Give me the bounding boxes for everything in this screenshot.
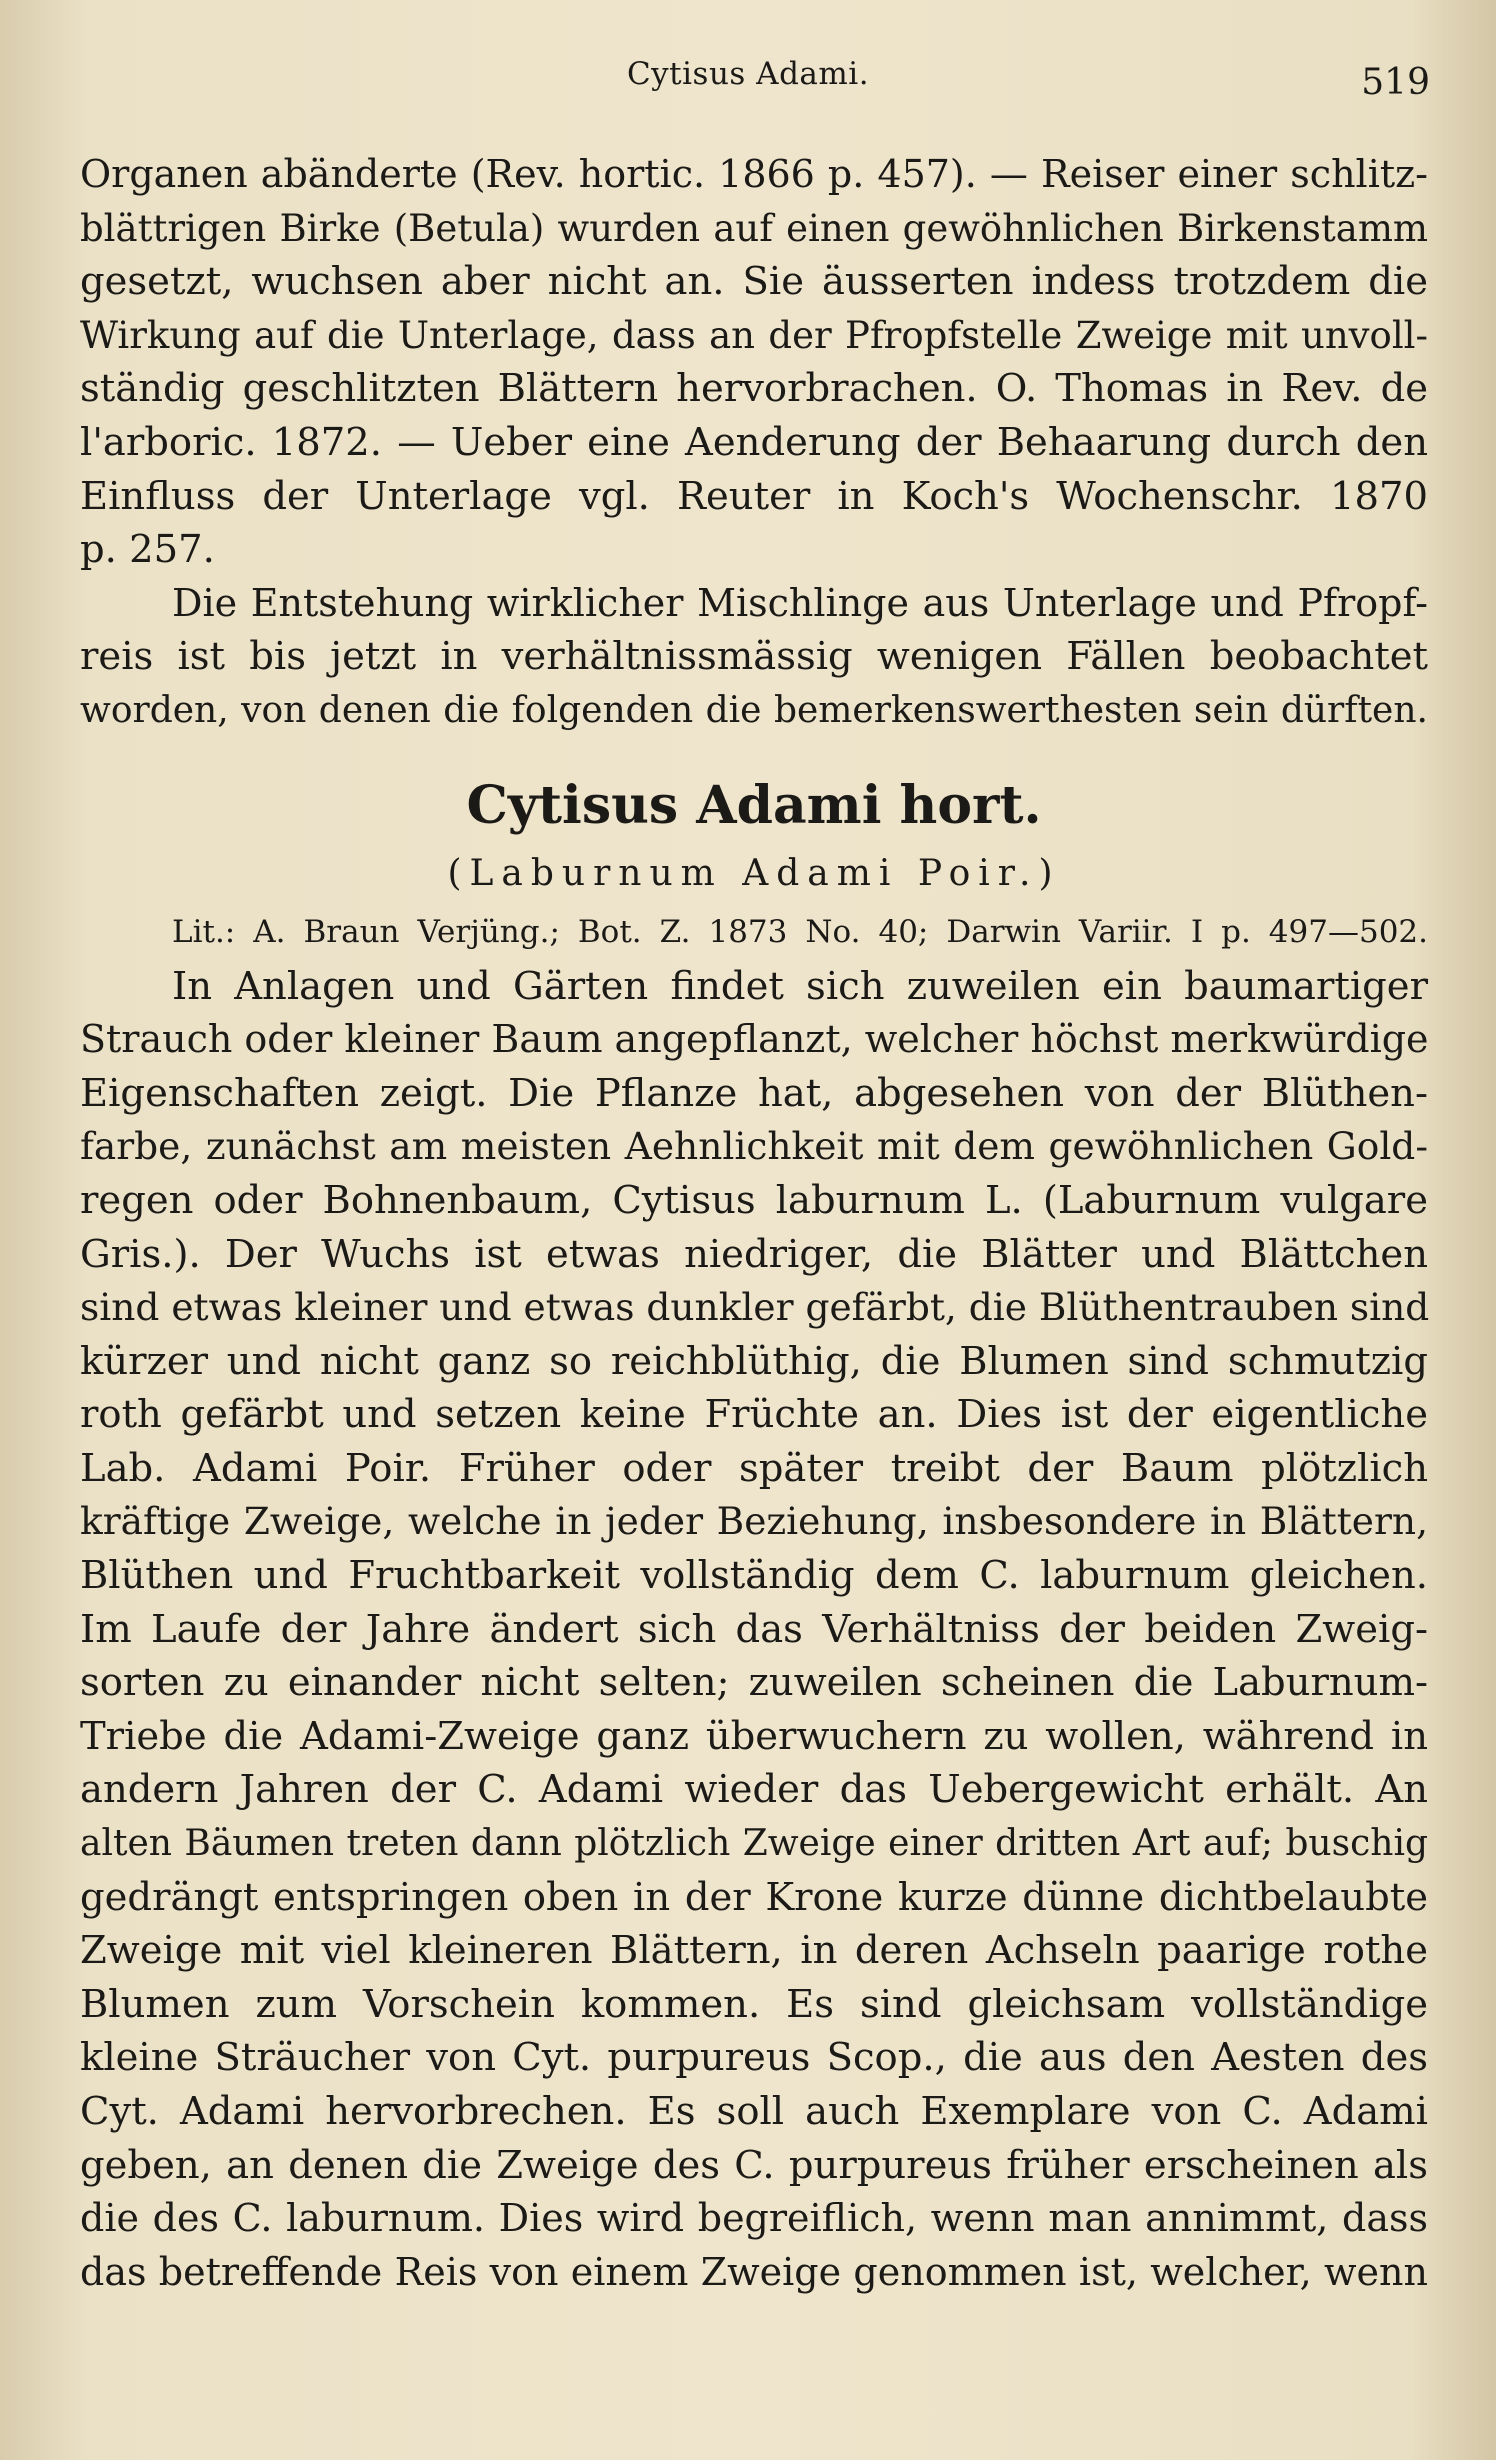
paragraph-hybrids-intro bbox=[80, 577, 1428, 738]
text-line: Die Entstehung wirklicher Mischlinge aus Unterlage und Pfropf- bbox=[172, 580, 1428, 625]
text-line: die des C. laburnum. Dies wird begreiflich, wenn man annimmt, dass bbox=[80, 2196, 1428, 2241]
text-line: Lab. Adami Poir. Früher oder später treibt der Baum plötzlich bbox=[80, 1445, 1428, 1491]
text-line: Einfluss der Unterlage vgl. Reuter in Koch's Wochenschr. 1870 bbox=[80, 473, 1428, 519]
text-line: worden, von denen die folgenden die bemerkenswerthesten sein dürften. bbox=[80, 689, 1428, 731]
text-line: Zweige mit viel kleineren Blättern, in deren Achseln paarige rothe bbox=[80, 1928, 1428, 1974]
text-line: gesetzt, wuchsen aber nicht an. Sie äusserten indess trotzdem die bbox=[80, 259, 1428, 305]
running-title: Cytisus Adami. bbox=[626, 56, 870, 92]
text-line: andern Jahren der C. Adami wieder das Uebergewicht erhält. An bbox=[80, 1767, 1428, 1813]
section-title: Cytisus Adami hort. bbox=[466, 774, 1042, 836]
text-block bbox=[80, 148, 1428, 2299]
section-subtitle: (Laburnum Adami Poir.) bbox=[447, 852, 1061, 894]
text-line: kürzer und nicht ganz so reichblüthig, die Blumen sind schmutzig bbox=[80, 1338, 1428, 1384]
paragraph-grafting-examples bbox=[80, 148, 1428, 577]
text-line: alten Bäumen treten dann plötzlich Zweige einer dritten Art auf; buschig bbox=[80, 1823, 1428, 1865]
text-line: Cyt. Adami hervorbrechen. Es soll auch Exemplare von C. Adami bbox=[80, 2089, 1428, 2134]
paragraph-cytisus-adami bbox=[80, 960, 1428, 2300]
text-line: Organen abänderte (Rev. hortic. 1866 p. 457). — Reiser einer schlitz- bbox=[80, 152, 1428, 196]
text-line: In Anlagen und Gärten findet sich zuweilen ein baumartiger bbox=[172, 963, 1428, 1009]
text-line: das betreffende Reis von einem Zweige genommen ist, welcher, wenn bbox=[80, 2249, 1428, 2294]
text-line: kräftige Zweige, welche in jeder Beziehung, insbesondere in Blättern, bbox=[80, 1499, 1428, 1544]
text-line: p. 257. bbox=[80, 527, 215, 573]
text-line: sorten zu einander nicht selten; zuweilen scheinen die Laburnum- bbox=[80, 1660, 1428, 1706]
text-line: regen oder Bohnenbaum, Cytisus laburnum L. (Laburnum vulgare bbox=[80, 1177, 1428, 1223]
text-line: Eigenschaften zeigt. Die Pflanze hat, abgesehen von der Blüthen- bbox=[80, 1070, 1428, 1116]
text-line: ständig geschlitzten Blättern hervorbrachen. O. Thomas in Rev. de bbox=[80, 366, 1428, 412]
text-line: kleine Sträucher von Cyt. purpureus Scop., die aus den Aesten des bbox=[80, 2035, 1428, 2081]
text-line: Gris.). Der Wuchs ist etwas niedriger, die Blätter und Blättchen bbox=[80, 1231, 1428, 1277]
text-line: roth gefärbt und setzen keine Früchte an. Dies ist der eigentliche bbox=[80, 1392, 1428, 1438]
text-line: l'arboric. 1872. — Ueber eine Aenderung der Behaarung durch den bbox=[80, 419, 1428, 465]
text-line: geben, an denen die Zweige des C. purpureus früher erscheinen als bbox=[80, 2142, 1428, 2188]
text-line: Blüthen und Fruchtbarkeit vollständig dem C. laburnum gleichen. bbox=[80, 1553, 1428, 1599]
text-line: Blumen zum Vorschein kommen. Es sind gleichsam vollständige bbox=[80, 1981, 1428, 2027]
text-line: sind etwas kleiner und etwas dunkler gefärbt, die Blüthentrauben sind bbox=[80, 1285, 1430, 1330]
text-line: Strauch oder kleiner Baum angepflanzt, welcher höchst merkwürdige bbox=[80, 1017, 1429, 1062]
text-line: reis ist bis jetzt in verhältnissmässig wenigen Fällen beobachtet bbox=[80, 634, 1428, 680]
text-line: Triebe die Adami-Zweige ganz überwuchern zu wollen, während in bbox=[80, 1713, 1428, 1759]
page-number: 519 bbox=[1361, 62, 1430, 103]
page-header bbox=[0, 56, 1496, 106]
text-line: gedrängt entspringen oben in der Krone kurze dünne dichtbelaubte bbox=[80, 1874, 1428, 1920]
text-line: farbe, zunächst am meisten Aehnlichkeit mit dem gewöhnlichen Gold- bbox=[80, 1124, 1428, 1169]
text-line: blättrigen Birke (Betula) wurden auf einen gewöhnlichen Birkenstamm bbox=[80, 206, 1428, 250]
literature-reference: Lit.: A. Braun Verjüng.; Bot. Z. 1873 No. 40; Darwin Variir. I p. 497—502. bbox=[172, 913, 1428, 950]
text-line: Im Laufe der Jahre ändert sich das Verhältniss der beiden Zweig- bbox=[80, 1606, 1428, 1652]
text-line: Wirkung auf die Unterlage, dass an der Pfropfstelle Zweige mit unvoll- bbox=[80, 313, 1428, 357]
